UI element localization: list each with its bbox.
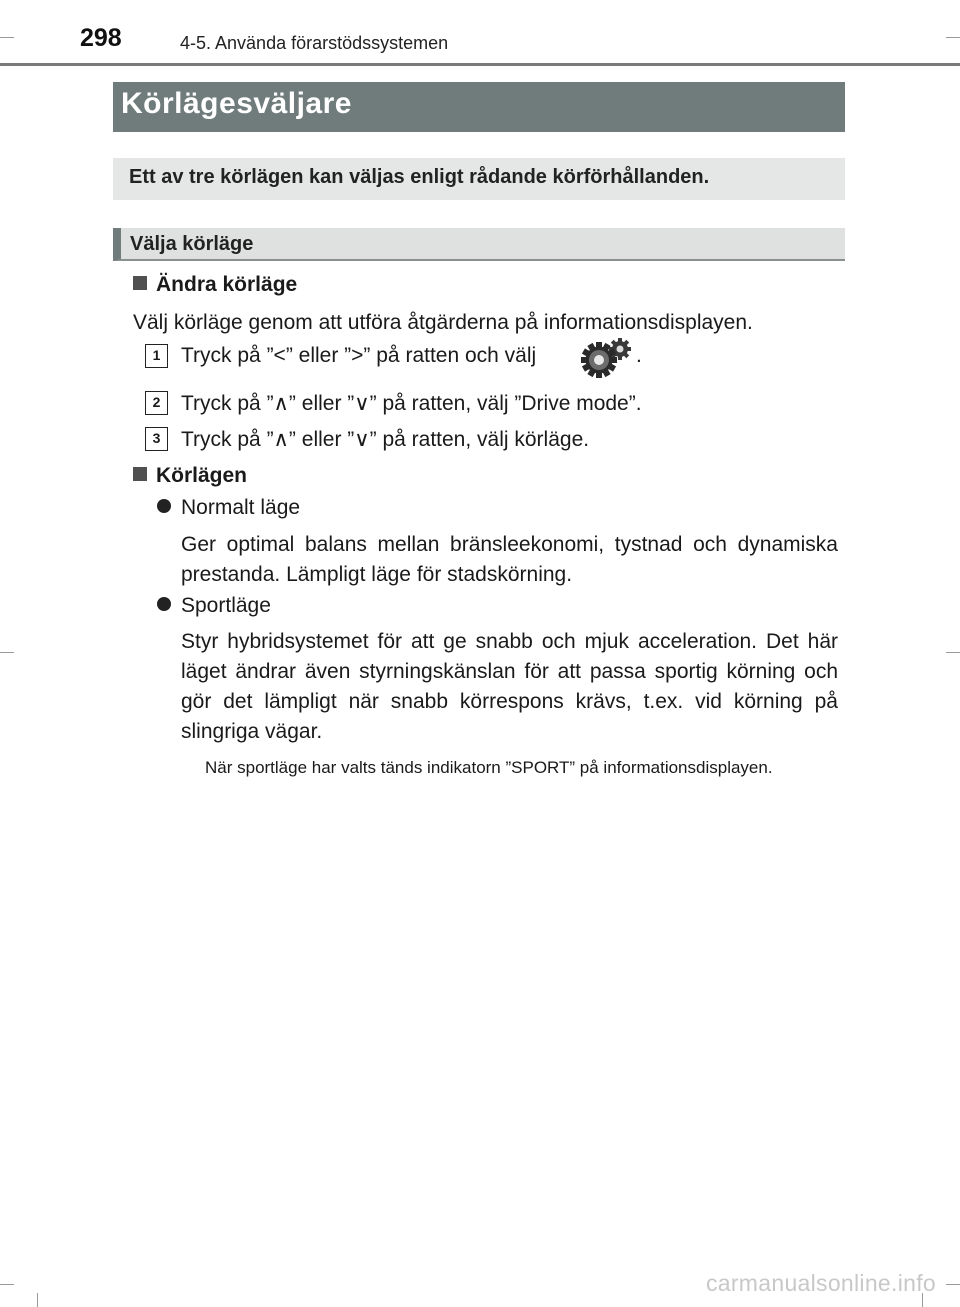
subheading-text: Körlägen xyxy=(156,464,248,487)
crop-mark xyxy=(0,1284,14,1285)
crop-mark xyxy=(946,652,960,653)
intro-text: Ett av tre körlägen kan väljas enligt rådande körförhållanden. xyxy=(129,166,710,188)
step-number-badge: 1 xyxy=(145,344,168,368)
watermark: carmanualsonline.info xyxy=(705,1270,936,1296)
gear-icon xyxy=(580,336,634,380)
mode-normal xyxy=(157,496,300,520)
crop-mark xyxy=(946,1284,960,1285)
sport-mode-note: När sportläge har valts tänds indikatorn ”SPORT” på informationsdisplayen. xyxy=(205,758,773,777)
page-title: Körlägesväljare xyxy=(121,87,352,120)
step-text: Tryck på ”∧” eller ”∨” på ratten, välj ”Drive mode”. xyxy=(181,392,642,415)
header-divider xyxy=(0,63,960,66)
step-number-badge: 3 xyxy=(145,427,168,451)
mode-sport xyxy=(157,594,271,618)
step-text: Tryck på ”<” eller ”>” på ratten och välj xyxy=(181,344,537,367)
mode-name: Normalt läge xyxy=(181,496,301,519)
section-heading: Välja körläge xyxy=(130,233,254,255)
instruction-text: Välj körläge genom att utföra åtgärderna på informationsdisplayen. xyxy=(133,311,753,334)
square-bullet-icon xyxy=(133,276,147,290)
subheading-text: Ändra körläge xyxy=(156,273,298,296)
chapter-title: 4-5. Använda förarstödssystemen xyxy=(180,33,449,53)
crop-mark xyxy=(0,37,14,38)
crop-mark xyxy=(0,652,14,653)
circle-bullet-icon xyxy=(157,499,171,513)
crop-mark xyxy=(946,37,960,38)
intro-box xyxy=(113,158,845,200)
crop-mark xyxy=(37,1293,38,1307)
step-1-period: . xyxy=(636,344,642,367)
subheading-modes xyxy=(133,464,247,488)
title-bar xyxy=(113,82,845,132)
mode-name: Sportläge xyxy=(181,594,271,617)
circle-bullet-icon xyxy=(157,597,171,611)
subheading-change-mode xyxy=(133,273,297,297)
section-heading-bar xyxy=(113,228,845,261)
square-bullet-icon xyxy=(133,467,147,481)
step-text: Tryck på ”∧” eller ”∨” på ratten, välj körläge. xyxy=(181,428,590,451)
step-number-badge: 2 xyxy=(145,391,168,415)
page-number: 298 xyxy=(80,24,122,52)
mode-sport-description: Styr hybridsystemet för att ge snabb och mjuk acceleration. Det här läget ändrar även styrningskänslan för att passa sportig körning och gör det lämpligt när snabb körrespons krävs, t.ex. vid körning på slingriga vägar. xyxy=(181,630,838,743)
mode-normal-description: Ger optimal balans mellan bränsleekonomi, tystnad och dynamiska prestanda. Lämpligt läge för stadskörning. xyxy=(181,533,838,586)
